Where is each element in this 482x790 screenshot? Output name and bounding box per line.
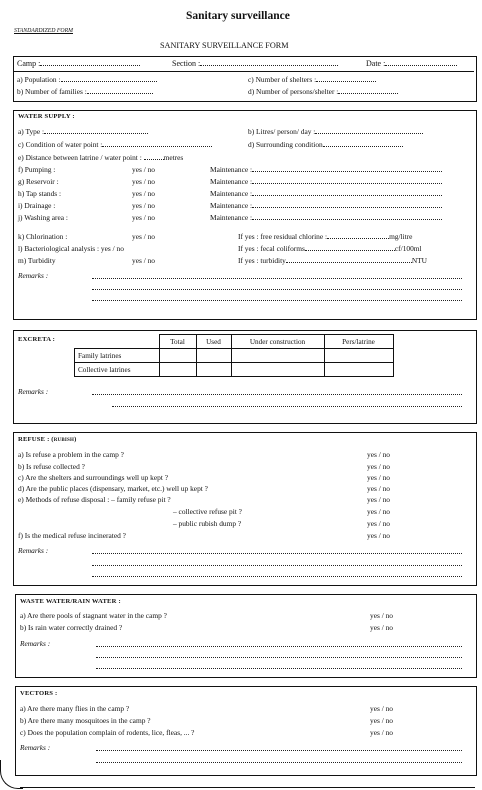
washing-area-label: j) Washing area : bbox=[18, 213, 68, 222]
section-field[interactable] bbox=[172, 59, 338, 68]
drainage-row bbox=[18, 201, 55, 210]
chlorine-field[interactable] bbox=[238, 232, 412, 241]
turbidity-yes-no[interactable]: yes / no bbox=[132, 256, 155, 265]
turbidity-field[interactable] bbox=[238, 256, 427, 265]
families-field[interactable] bbox=[17, 87, 153, 96]
distance-unit: metres bbox=[163, 153, 184, 162]
waste-water-section bbox=[15, 594, 477, 678]
refuse-yes-no-f[interactable]: yes / no bbox=[367, 531, 390, 540]
excreta-remarks-line[interactable] bbox=[92, 394, 462, 395]
pumping-label: f) Pumping : bbox=[18, 165, 56, 174]
refuse-yes-no-a[interactable]: yes / no bbox=[367, 450, 390, 459]
excreta-remarks-line[interactable] bbox=[112, 406, 462, 407]
vectors-question-a: a) Are there many flies in the camp ? bbox=[20, 704, 130, 713]
refuse-question-a: a) Is refuse a problem in the camp ? bbox=[18, 450, 124, 459]
refuse-question-d: d) Are the public places (dispensary, market, etc.) well up kept ? bbox=[18, 484, 208, 493]
waste-remarks-line[interactable] bbox=[96, 657, 462, 658]
excreta-remarks-label: Remarks : bbox=[18, 387, 49, 396]
chlorination-label: k) Chlorination : bbox=[18, 232, 68, 241]
refuse-question-e1: e) Methods of refuse disposal : – family refuse pit ? bbox=[18, 495, 171, 504]
column-header-pers-latrine: Pers/latrine bbox=[324, 335, 393, 349]
section-label: Section : bbox=[172, 59, 201, 68]
tap-stands-maintenance-field[interactable] bbox=[210, 189, 442, 198]
reservoir-label: g) Reservoir : bbox=[18, 177, 59, 186]
refuse-question-e3: – public rubish dump ? bbox=[173, 519, 242, 528]
families-label: b) Number of families : bbox=[17, 87, 87, 96]
refuse-title: REFUSE : (rubish) bbox=[18, 436, 77, 443]
table-cell[interactable] bbox=[231, 363, 324, 377]
refuse-remarks-line[interactable] bbox=[92, 553, 462, 554]
chlorine-unit: mg/litre bbox=[389, 232, 413, 241]
turbidity-label: m) Turbidity bbox=[18, 256, 56, 265]
pumping-maintenance-label: Maintenance : bbox=[210, 165, 253, 174]
turbidity-unit: NTU bbox=[411, 256, 428, 265]
camp-field[interactable] bbox=[17, 59, 140, 68]
chlorine-label: If yes : free residual chlorine : bbox=[238, 232, 328, 241]
bacteriological-yes-no[interactable]: l) Bacteriological analysis : yes / no bbox=[18, 244, 124, 253]
vectors-yes-no-b[interactable]: yes / no bbox=[370, 716, 393, 725]
refuse-question-c: c) Are the shelters and surroundings well up kept ? bbox=[18, 473, 169, 482]
washing-area-yes-no[interactable]: yes / no bbox=[132, 213, 155, 222]
coliform-unit: cf/100ml bbox=[394, 244, 422, 253]
page-bottom-edge bbox=[20, 787, 475, 788]
refuse-yes-no-e1[interactable]: yes / no bbox=[367, 495, 390, 504]
column-header-used: Used bbox=[196, 335, 231, 349]
pumping-yes-no[interactable]: yes / no bbox=[132, 165, 155, 174]
waste-yes-no-a[interactable]: yes / no bbox=[370, 611, 393, 620]
refuse-remarks-line[interactable] bbox=[92, 576, 462, 577]
refuse-remarks-label: Remarks : bbox=[18, 546, 49, 555]
refuse-yes-no-d[interactable]: yes / no bbox=[367, 484, 390, 493]
vectors-yes-no-c[interactable]: yes / no bbox=[370, 728, 393, 737]
refuse-yes-no-e2[interactable]: yes / no bbox=[367, 507, 390, 516]
reservoir-row bbox=[18, 177, 59, 186]
table-cell[interactable] bbox=[231, 349, 324, 363]
water-remarks-label: Remarks : bbox=[18, 271, 49, 280]
coliform-field[interactable] bbox=[238, 244, 422, 253]
drainage-label: i) Drainage : bbox=[18, 201, 56, 210]
drainage-yes-no[interactable]: yes / no bbox=[132, 201, 155, 210]
column-header-under-construction: Under construction bbox=[231, 335, 324, 349]
waste-water-title: WASTE WATER/RAIN WATER : bbox=[20, 598, 121, 605]
waste-remarks-line[interactable] bbox=[96, 646, 462, 647]
excreta-table bbox=[74, 334, 394, 377]
vectors-yes-no-a[interactable]: yes / no bbox=[370, 704, 393, 713]
date-field[interactable] bbox=[366, 59, 457, 68]
surrounding-field[interactable] bbox=[248, 140, 403, 149]
page-edge bbox=[0, 760, 23, 789]
reservoir-yes-no[interactable]: yes / no bbox=[132, 177, 155, 186]
form-title: SANITARY SURVEILLANCE FORM bbox=[160, 41, 289, 50]
excreta-title: EXCRETA : bbox=[18, 336, 56, 343]
column-header-total: Total bbox=[159, 335, 196, 349]
tap-stands-yes-no[interactable]: yes / no bbox=[132, 189, 155, 198]
standardized-form-label: STANDARDIZED FORM bbox=[14, 28, 73, 34]
page-title: Sanitary surveillance bbox=[186, 10, 290, 22]
refuse-yes-no-e3[interactable]: yes / no bbox=[367, 519, 390, 528]
vectors-title: VECTORS : bbox=[20, 690, 58, 697]
chlorination-yes-no[interactable]: yes / no bbox=[132, 232, 155, 241]
vectors-question-b: b) Are there many mosquitoes in the camp ? bbox=[20, 716, 151, 725]
refuse-question-f: f) Is the medical refuse incinerated ? bbox=[18, 531, 126, 540]
refuse-yes-no-c[interactable]: yes / no bbox=[367, 473, 390, 482]
vectors-question-c: c) Does the population complain of rodents, lice, fleas, ... ? bbox=[20, 728, 195, 737]
pumping-maintenance-field[interactable] bbox=[210, 165, 442, 174]
table-cell[interactable] bbox=[324, 363, 393, 377]
table-cell[interactable] bbox=[159, 349, 196, 363]
waste-remarks-label: Remarks : bbox=[20, 639, 51, 648]
population-label: a) Population : bbox=[17, 75, 61, 84]
washing-area-maintenance-label: Maintenance : bbox=[210, 213, 253, 222]
reservoir-maintenance-field[interactable] bbox=[210, 177, 442, 186]
vectors-remarks-line[interactable] bbox=[96, 762, 462, 763]
population-field[interactable] bbox=[17, 75, 157, 84]
surrounding-label: d) Surrounding condition bbox=[248, 140, 323, 149]
litres-label: b) Litres/ person/ day : bbox=[248, 127, 316, 136]
tap-stands-label: h) Tap stands : bbox=[18, 189, 62, 198]
table-row bbox=[75, 349, 394, 363]
washing-area-row bbox=[18, 213, 68, 222]
tap-stands-maintenance-label: Maintenance : bbox=[210, 189, 253, 198]
turbidity-value-label: If yes : turbidity bbox=[238, 256, 286, 265]
condition-field[interactable] bbox=[18, 140, 212, 149]
litres-field[interactable] bbox=[248, 127, 423, 136]
water-remarks-line[interactable] bbox=[92, 278, 462, 279]
vectors-remarks-label: Remarks : bbox=[20, 743, 51, 752]
water-remarks-line[interactable] bbox=[92, 289, 462, 290]
tap-stands-row bbox=[18, 189, 61, 198]
refuse-remarks-line[interactable] bbox=[92, 565, 462, 566]
table-cell[interactable] bbox=[159, 363, 196, 377]
water-type-label: a) Type : bbox=[18, 127, 45, 136]
date-label: Date : bbox=[366, 59, 386, 68]
row-label-collective-latrines: Collective latrines bbox=[75, 363, 160, 377]
water-remarks-line[interactable] bbox=[92, 300, 462, 301]
waste-yes-no-b[interactable]: yes / no bbox=[370, 623, 393, 632]
drainage-maintenance-label: Maintenance : bbox=[210, 201, 253, 210]
drainage-maintenance-field[interactable] bbox=[210, 201, 442, 210]
refuse-question-b: b) Is refuse collected ? bbox=[18, 462, 85, 471]
shelters-field[interactable] bbox=[248, 75, 376, 84]
vectors-remarks-line[interactable] bbox=[96, 750, 462, 751]
refuse-question-e2: – collective refuse pit ? bbox=[173, 507, 242, 516]
pumping-row bbox=[18, 165, 55, 174]
waste-question-b: b) Is rain water correctly drained ? bbox=[20, 623, 123, 632]
table-cell[interactable] bbox=[196, 363, 231, 377]
table-header-row bbox=[75, 335, 394, 349]
persons-per-shelter-label: d) Number of persons/shelter : bbox=[248, 87, 339, 96]
washing-area-maintenance-field[interactable] bbox=[210, 213, 442, 222]
distance-field[interactable] bbox=[18, 153, 183, 162]
camp-label: Camp : bbox=[17, 59, 41, 68]
waste-remarks-line[interactable] bbox=[96, 668, 462, 669]
persons-per-shelter-field[interactable] bbox=[248, 87, 398, 96]
reservoir-maintenance-label: Maintenance : bbox=[210, 177, 253, 186]
table-cell[interactable] bbox=[196, 349, 231, 363]
condition-label: c) Condition of water point : bbox=[18, 140, 103, 149]
table-cell[interactable] bbox=[324, 349, 393, 363]
distance-label: e) Distance between latrine / water point : bbox=[18, 153, 144, 162]
row-label-family-latrines: Family latrines bbox=[75, 349, 160, 363]
water-type-field[interactable] bbox=[18, 127, 148, 136]
coliform-label: If yes : fecal coliforms bbox=[238, 244, 305, 253]
refuse-yes-no-b[interactable]: yes / no bbox=[367, 462, 390, 471]
waste-question-a: a) Are there pools of stagnant water in the camp ? bbox=[20, 611, 167, 620]
water-supply-title: WATER SUPPLY : bbox=[18, 113, 75, 120]
table-row bbox=[75, 363, 394, 377]
shelters-label: c) Number of shelters : bbox=[248, 75, 317, 84]
